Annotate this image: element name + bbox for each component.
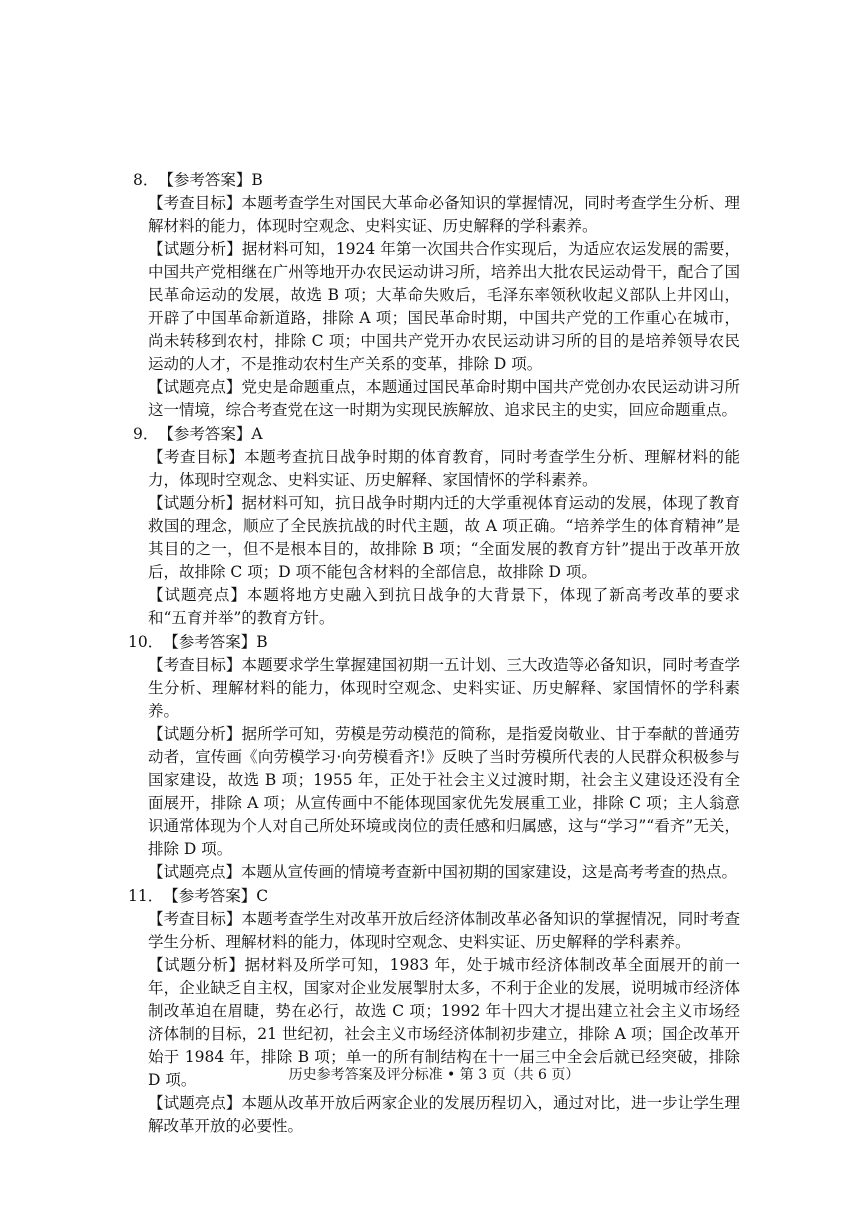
question-9 xyxy=(0,422,868,630)
exam-objective xyxy=(148,908,740,954)
question-analysis xyxy=(148,723,740,861)
section-text: 本题从宣传画的情境考查新中国初期的国家建设，这是高考考查的热点。 xyxy=(241,863,738,881)
question-analysis xyxy=(148,492,740,584)
question-header xyxy=(0,630,868,654)
section-label: 【考查目标】 xyxy=(148,448,245,466)
section-text: 据材料可知，1924 年第一次国共合作实现后，为适应农运发展的需要，中国共产党相继在广州等地开办农民运动讲习所，培养出大批农民运动骨干，配合了国民革命运动的发展，故选 B 项；大革命失败后，毛泽东率领秋收起义部队上井冈山，开辟了中国革命新道路，排除 A 项；国民革命时期，中国共产党的工作重心在城市，尚未转移到农村，排除 C 项；中国共产党开办农民运动讲习所的目的是培养领导农民运动的人才，不是推动农村生产关系的变革，排除 D 项。 xyxy=(148,240,740,373)
section-label: 【考查目标】 xyxy=(148,910,242,928)
section-label: 【试题亮点】 xyxy=(148,586,247,604)
exam-objective xyxy=(148,446,740,492)
section-text: 本题考查学生对改革开放后经济体制改革必备知识的掌握情况，同时考查学生分析、理解材料的能力，体现时空观念、史料实证、历史解释的学科素养。 xyxy=(148,910,740,951)
question-number: 8． xyxy=(133,171,159,189)
section-label: 【试题分析】 xyxy=(148,494,242,512)
question-11 xyxy=(0,884,868,1138)
section-text: 本题考查学生对国民大革命必备知识的掌握情况，同时考查学生分析、理解材料的能力，体现时空观念、史料实证、历史解释的学科素养。 xyxy=(148,194,740,235)
question-highlight xyxy=(148,1092,740,1138)
section-label: 【考查目标】 xyxy=(148,194,242,212)
section-text: 本题从改革开放后两家企业的发展历程切入，通过对比，进一步让学生理解改革开放的必要性。 xyxy=(148,1094,740,1135)
question-highlight xyxy=(148,861,740,884)
question-analysis xyxy=(148,238,740,376)
answer-key: 【参考答案】B xyxy=(163,633,268,651)
section-label: 【试题亮点】 xyxy=(148,1094,242,1112)
question-number: 9． xyxy=(133,425,159,443)
section-text: 据材料可知，抗日战争时期内迁的大学重视体育运动的发展，体现了教育救国的理念，顺应了全民族抗战的时代主题，故 A 项正确。“培养学生的体育精神”是其目的之一，但不是根本目的，故排除 B 项；“全面发展的教育方针”提出于改革开放后，故排除 C 项；D 项不能包含材料的全部信息，故排除 D 项。 xyxy=(148,494,740,581)
answer-key: 【参考答案】C xyxy=(163,887,269,905)
question-8 xyxy=(0,168,868,422)
section-text: 本题考查抗日战争时期的体育教育，同时考查学生分析、理解材料的能力，体现时空观念、史料实证、历史解释、家国情怀的学科素养。 xyxy=(148,448,740,489)
section-label: 【试题分析】 xyxy=(148,725,242,743)
question-header xyxy=(0,422,868,446)
section-label: 【试题亮点】 xyxy=(148,863,242,881)
section-label: 【试题分析】 xyxy=(148,956,245,974)
answer-key: 【参考答案】B xyxy=(158,171,263,189)
question-highlight xyxy=(148,584,740,630)
exam-objective xyxy=(148,192,740,238)
answer-content xyxy=(0,168,868,1138)
question-header xyxy=(0,168,868,192)
section-text: 据材料及所学可知，1983 年，处于城市经济体制改革全面展开的前一年，企业缺乏自主权，国家对企业发展掣肘太多，不利于企业的发展，说明城市经济体制改革迫在眉睫，势在必行，故选 C 项；1992 年十四大才提出建立社会主义市场经济体制的目标，21 世纪初，社会主义市场经济体制初步建立，排除 A 项；国企改革开始于 1984 年，排除 B 项；单一的所有制结构在十一届三中全会后就已经突破，排除 D 项。 xyxy=(148,956,740,1089)
question-number: 11． xyxy=(128,887,164,905)
section-text: 据所学可知，劳模是劳动模范的简称，是指爱岗敬业、甘于奉献的普通劳动者，宣传画《向劳模学习·向劳模看齐!》反映了当时劳模所代表的人民群众积极参与国家建设，故选 B 项；1955 年，正处于社会主义过渡时期，社会主义建设还没有全面展开，排除 A 项；从宣传画中不能体现国家优先发展重工业，排除 C 项；主人翁意识通常体现为个人对自己所处环境或岗位的责任感和归属感，这与“学习”“看齐”无关，排除 D 项。 xyxy=(148,725,740,858)
exam-objective xyxy=(148,654,740,723)
page-footer: 历史参考答案及评分标准 • 第 3 页（共 6 页） xyxy=(288,1067,580,1083)
section-label: 【试题亮点】 xyxy=(148,378,242,396)
section-label: 【考查目标】 xyxy=(148,656,242,674)
section-label: 【试题分析】 xyxy=(148,240,242,258)
question-highlight xyxy=(148,376,740,422)
question-number: 10． xyxy=(128,633,164,651)
answer-key: 【参考答案】A xyxy=(158,425,263,443)
question-10 xyxy=(0,630,868,884)
question-header xyxy=(0,884,868,908)
section-text: 本题要求学生掌握建国初期一五计划、三大改造等必备知识，同时考查学生分析、理解材料的能力，体现时空观念、史料实证、历史解释、家国情怀的学科素养。 xyxy=(148,656,740,720)
section-text: 党史是命题重点，本题通过国民革命时期中国共产党创办农民运动讲习所这一情境，综合考查党在这一时期为实现民族解放、追求民主的史实，回应命题重点。 xyxy=(148,378,740,419)
section-text: 本题将地方史融入到抗日战争的大背景下，体现了新高考改革的要求和“五育并举”的教育方针。 xyxy=(148,586,740,627)
